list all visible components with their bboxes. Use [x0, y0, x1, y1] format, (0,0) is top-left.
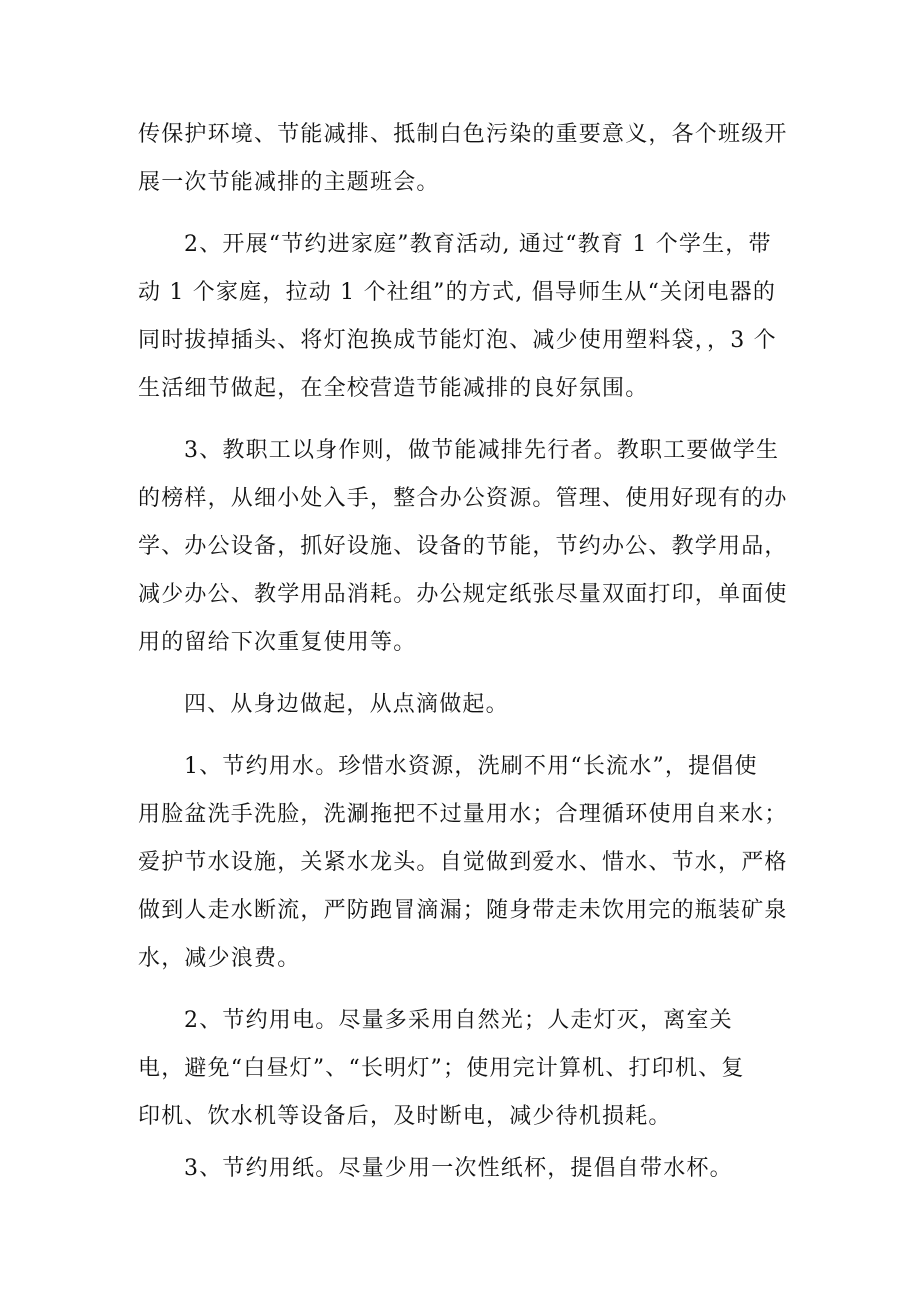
paragraph-line: 3、教职工以身作则，做节能减排先行者。教职工要做学生 [184, 438, 780, 463]
paragraph-line: 2、节约用电。尽量多采用自然光；人走灯灭，离室关 [184, 1008, 733, 1033]
paragraph-line: 展一次节能减排的主题班会。 [138, 170, 440, 195]
paragraph-line: 印机、饮水机等设备后，及时断电，减少待机损耗。 [138, 1104, 672, 1129]
paragraph-line: 减少办公、教学用品消耗。办公规定纸张尽量双面打印，单面使 [138, 582, 788, 607]
paragraph-line: 电，避免“白昼灯”、“长明灯”；使用完计算机、打印机、复 [138, 1056, 745, 1081]
paragraph-line: 爱护节水设施，关紧水龙头。自觉做到爱水、惜水、节水，严格 [138, 850, 788, 875]
paragraph-line: 用的留给下次重复使用等。 [138, 630, 417, 655]
paragraph-line: 3、节约用纸。尽量少用一次性纸杯，提倡自带水杯。 [184, 1156, 733, 1181]
section-heading: 四、从身边做起，从点滴做起。 [184, 692, 509, 717]
paragraph-line: 2、开展“节约进家庭”教育活动, 通过“教育 1 个学生，带 [184, 232, 772, 257]
paragraph-line: 动 1 个家庭，拉动 1 个社组”的方式, 倡导师生从“关闭电器的 [138, 280, 777, 305]
paragraph-line: 学、办公设备，抓好设施、设备的节能，节约办公、教学用品， [138, 534, 788, 559]
paragraph-line: 的榜样，从细小处入手，整合办公资源。管理、使用好现有的办 [138, 486, 788, 511]
paragraph-line: 1、节约用水。珍惜水资源，洗刷不用“长流水”，提倡使 [184, 754, 758, 779]
paragraph-line: 水，减少浪费。 [138, 946, 301, 971]
paragraph-line: 生活细节做起，在全校营造节能减排的良好氛围。 [138, 376, 649, 401]
paragraph-line: 传保护环境、节能减排、抵制白色污染的重要意义，各个班级开 [138, 122, 788, 147]
paragraph-line: 做到人走水断流，严防跑冒滴漏；随身带走未饮用完的瓶装矿泉 [138, 898, 788, 923]
paragraph-line: 用脸盆洗手洗脸，洗涮拖把不过量用水；合理循环使用自来水； [138, 802, 788, 827]
paragraph-line: 同时拔掉插头、将灯泡换成节能灯泡、减少使用塑料袋，，3 个 [138, 328, 777, 353]
